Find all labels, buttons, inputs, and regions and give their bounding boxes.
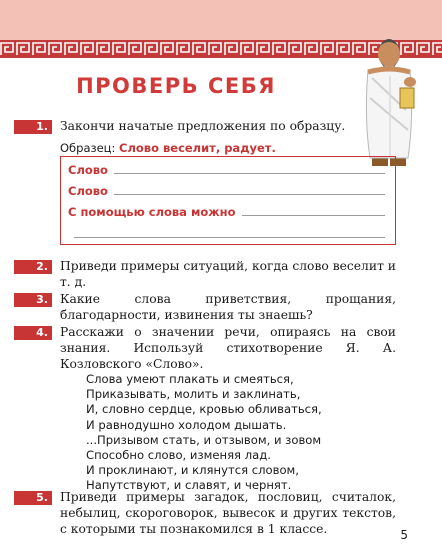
task-text: Какие слова приветствия, прощания, благодарности, извинения ты знаешь? [60,292,396,323]
task-number: 5. [14,491,52,505]
task-number: 1. [14,120,52,134]
poem-line: И проклинают, и клянутся словом, [86,463,299,478]
poem-line: И, словно сердце, кровью обливаться, [86,402,322,417]
poem-line: Способно слово, изменяя лад. [86,448,271,463]
page-number: 5 [400,528,408,542]
page-title: ПРОВЕРЬ СЕБЯ [76,74,276,98]
task-text: Расскажи о значении речи, опираясь на свои знания. Используй стихотворение Я. А. Козловского «Слово». [60,325,396,372]
poem [86,372,322,494]
sample-prefix: Образец: [60,141,116,155]
task-text: Закончи начатые предложения по образцу. [60,119,346,133]
answer-line-label: Слово [68,163,108,177]
poem-line: Напутствуют, и славят, и чернят. [86,478,292,493]
answer-line-4 [68,223,385,241]
poem-line: ...Призывом стать, и отзывом, и зовом [86,432,322,447]
task-text: Приведи примеры загадок, пословиц, считалок, небылиц, скороговорок, вывесок и других текстов, с которыми ты познакомился в 1 классе. [60,490,396,537]
task-number: 4. [14,326,52,340]
sample-text: Слово веселит, радует. [119,141,276,155]
answer-box [60,156,396,245]
task-number: 3. [14,293,52,307]
poem-line: Слова умеют плакать и смеяться, [86,372,294,386]
task-number: 2. [14,260,52,274]
poem-line: И равнодушно холодом дышать. [86,417,287,432]
answer-line-1 [68,159,385,177]
answer-line-label: С помощью слова можно [68,205,236,219]
sample-line [60,141,276,155]
answer-line-3 [68,201,385,219]
answer-line-2 [68,180,385,198]
ancient-orator-illustration [350,18,428,178]
answer-line-label: Слово [68,184,108,198]
poem-line: Приказывать, молить и заклинать, [86,387,301,402]
task-text: Приведи примеры ситуаций, когда слово веселит и т. д. [60,259,396,290]
